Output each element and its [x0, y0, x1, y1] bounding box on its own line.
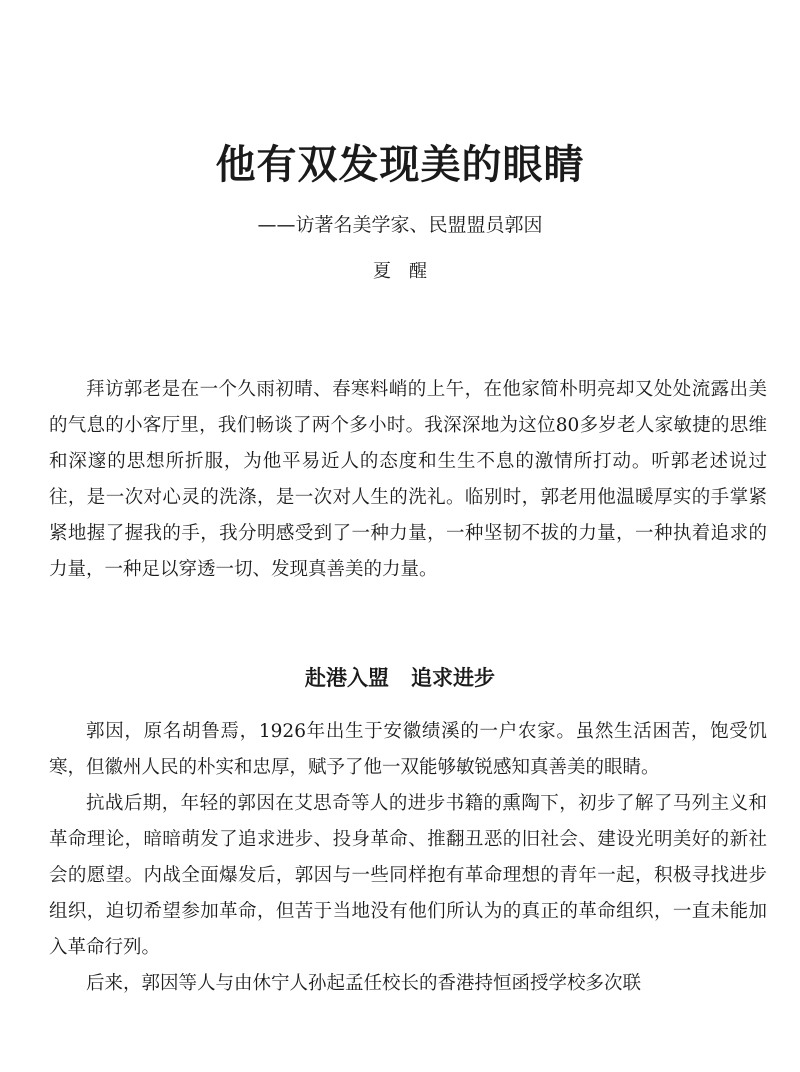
intro-paragraph: 拜访郭老是在一个久雨初晴、春寒料峭的上午，在他家简朴明亮却又处处流露出美的气息的小客厅里，我们畅谈了两个多小时。我深深地为这位80多岁老人家敏捷的思维和深邃的思想所折服，为他平易近人的态度和生生不息的激情所打动。听郭老述说过往，是一次对心灵的洗涤，是一次对人生的洗礼。临别时，郭老用他温暖厚实的手掌紧紧地握了握我的手，我分明感受到了一种力量，一种坚韧不拔的力量，一种执着追求的力量，一种足以穿透一切、发现真善美的力量。 — [49, 379, 767, 580]
article-title: 他有双发现美的眼睛 — [215, 141, 585, 188]
body-paragraph: 郭因，原名胡鲁焉，1926年出生于安徽绩溪的一户农家。虽然生活困苦，饱受饥寒，但徽州人民的朴实和忠厚，赋予了他一双能够敏锐感知真善美的眼睛。 — [49, 721, 767, 778]
article-author: 夏醒 — [373, 261, 445, 282]
section-heading — [0, 663, 800, 693]
body-paragraph: 后来，郭因等人与由休宁人孙起孟任校长的香港持恒函授学校多次联 — [86, 973, 642, 994]
body-paragraph: 抗战后期，年轻的郭因在艾思奇等人的进步书籍的熏陶下，初步了解了马列主义和革命理论，暗暗萌发了追求进步、投身革命、推翻丑恶的旧社会、建设光明美好的新社会的愿望。内战全面爆发后，郭因与一些同样抱有革命理想的青年一起，积极寻找进步组织，迫切希望参加革命，但苦于当地没有他们所认为的真正的革命组织，一直未能加入革命行列。 — [49, 793, 767, 958]
intro-section — [49, 372, 767, 588]
section-heading-part-1: 赴港入盟 — [305, 665, 389, 690]
section-body — [49, 714, 767, 1002]
article-subtitle: ——访著名美学家、民盟盟员郭因 — [257, 214, 543, 236]
section-heading-part-2: 追求进步 — [411, 665, 495, 690]
